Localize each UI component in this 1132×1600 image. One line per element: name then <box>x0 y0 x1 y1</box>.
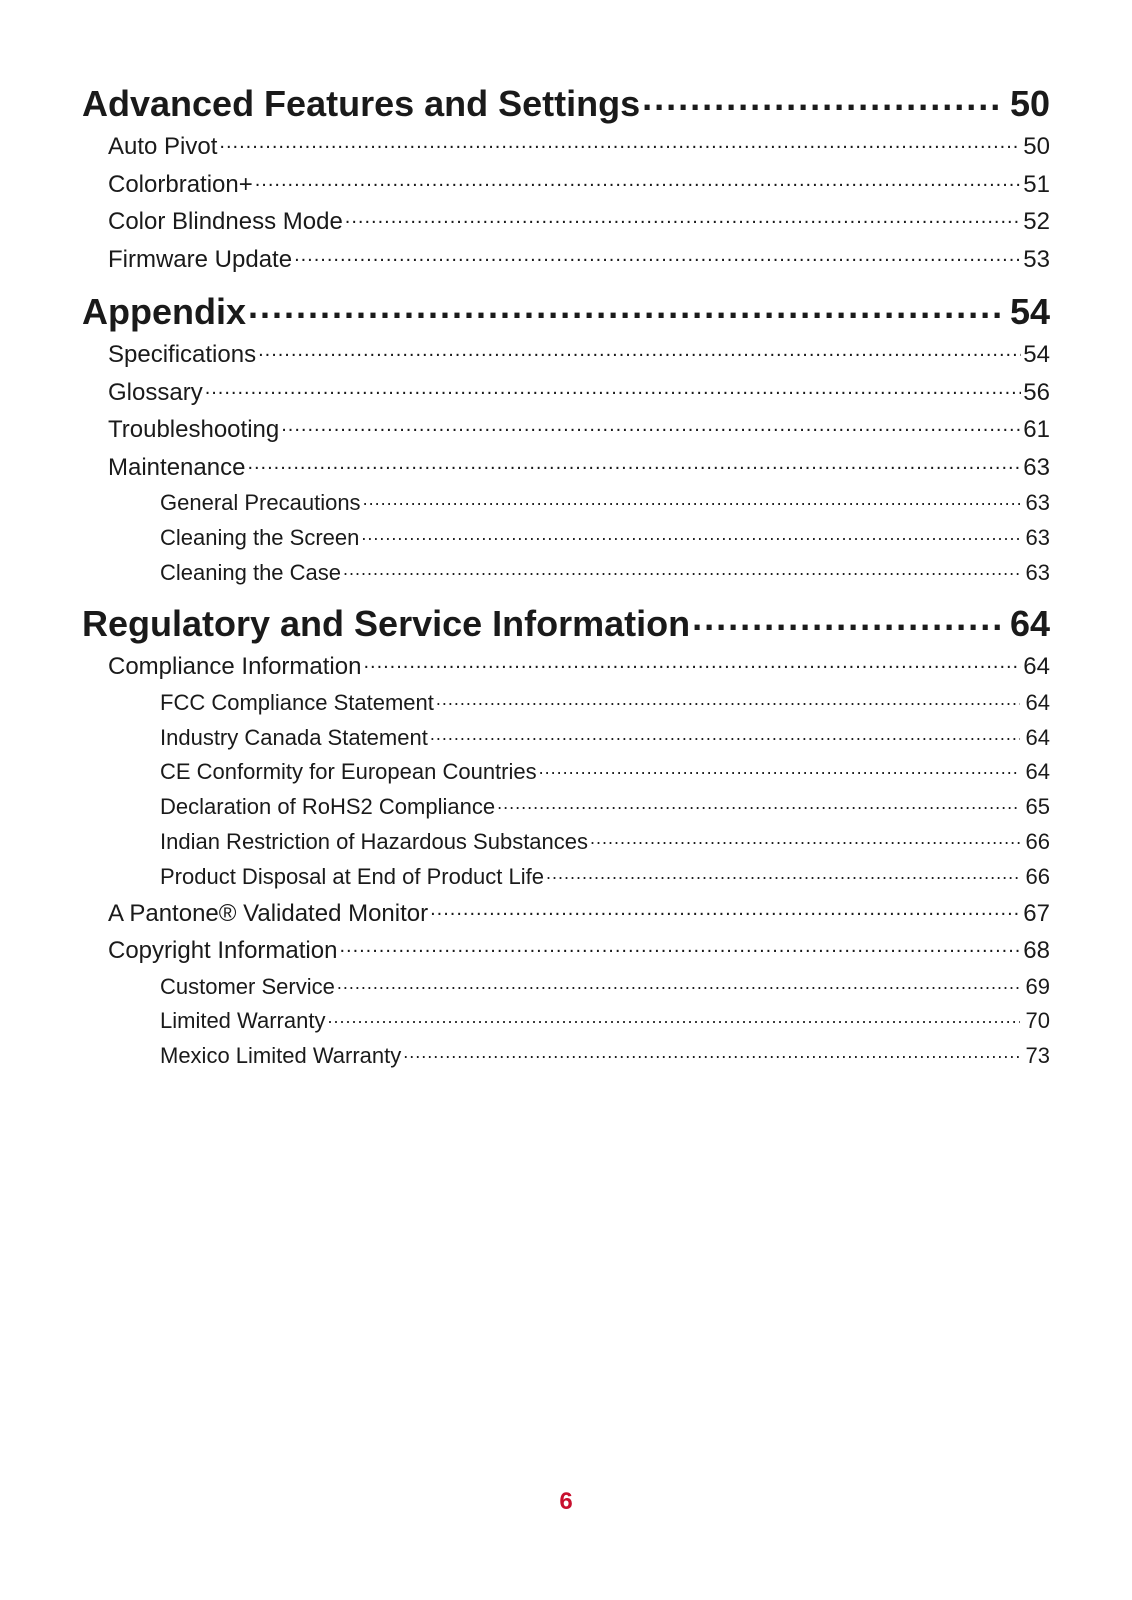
toc-subitem-title: FCC Compliance Statement <box>160 689 434 715</box>
toc-subitem-indian-restriction[interactable] <box>82 825 1050 860</box>
toc-subitem-title: Product Disposal at End of Product Life <box>160 863 544 889</box>
toc-subitem-limited-warranty[interactable] <box>82 1004 1050 1039</box>
toc-subitem-general-precautions[interactable] <box>82 486 1050 521</box>
toc-subitem-mexico-limited-warranty[interactable] <box>82 1039 1050 1074</box>
toc-item-maintenance[interactable] <box>82 449 1050 487</box>
toc-page-number: 66 <box>1025 863 1050 889</box>
toc-page-number: 69 <box>1025 973 1050 999</box>
page-number: 6 <box>559 1488 573 1515</box>
toc-item-color-blindness-mode[interactable] <box>82 203 1050 241</box>
toc-page-number: 68 <box>1023 937 1050 965</box>
toc-subitem-title: Industry Canada Statement <box>160 724 428 750</box>
toc-item-pantone-validated[interactable] <box>82 895 1050 933</box>
toc-subitem-cleaning-the-screen[interactable] <box>82 521 1050 556</box>
toc-page-number: 63 <box>1025 490 1050 515</box>
toc-page-number: 61 <box>1023 416 1050 443</box>
dot-leader <box>339 934 1021 958</box>
toc-item-firmware-update[interactable] <box>82 241 1050 279</box>
toc-page-number: 56 <box>1023 378 1050 406</box>
dot-leader <box>642 80 1000 116</box>
toc-subitem-title: Declaration of RoHS2 Compliance <box>160 794 496 820</box>
dot-leader <box>539 757 1020 779</box>
dot-leader <box>361 523 1019 545</box>
toc-page-number: 63 <box>1025 524 1050 550</box>
toc-page-number: 64 <box>1023 653 1050 681</box>
dot-leader <box>430 723 1020 745</box>
toc-page-number: 63 <box>1025 559 1050 585</box>
dot-leader <box>363 488 1020 510</box>
toc-item-compliance-information[interactable] <box>82 648 1050 686</box>
toc-page-number: 63 <box>1023 453 1050 481</box>
toc-item-title: Color Blindness Mode <box>108 208 343 235</box>
dot-leader <box>403 1041 1019 1063</box>
toc-page-number: 67 <box>1023 899 1050 927</box>
dot-leader <box>692 600 1000 636</box>
toc-subitem-product-disposal[interactable] <box>82 860 1050 895</box>
toc-page-number: 54 <box>1023 341 1050 368</box>
toc-item-title: A Pantone® Validated Monitor <box>108 899 429 927</box>
dot-leader <box>337 972 1020 994</box>
section-spacer <box>82 278 1050 284</box>
dot-leader <box>430 897 1021 921</box>
toc-subitem-title: Cleaning the Case <box>160 559 342 585</box>
toc-page-number: 66 <box>1025 829 1050 855</box>
dot-leader <box>497 792 1019 814</box>
dot-leader <box>294 243 1021 267</box>
dot-leader <box>345 205 1022 229</box>
toc-page-number: 65 <box>1025 794 1050 820</box>
toc-item-copyright-information[interactable] <box>82 932 1050 970</box>
toc-subitem-ce-conformity[interactable] <box>82 755 1050 790</box>
toc-subitem-cleaning-the-case[interactable] <box>82 556 1050 591</box>
toc-subitem-title: General Precautions <box>160 490 361 515</box>
toc-page-number: 50 <box>1009 83 1050 124</box>
toc-page-number: 64 <box>1009 603 1050 645</box>
toc-item-title: Maintenance <box>108 453 246 481</box>
toc-item-title: Firmware Update <box>108 245 293 273</box>
toc-item-colorbration[interactable] <box>82 166 1050 204</box>
toc-item-specifications[interactable] <box>82 336 1050 374</box>
toc-item-title: Colorbration+ <box>108 170 253 198</box>
toc-item-title: Compliance Information <box>108 653 362 681</box>
toc-page-number: 64 <box>1025 724 1050 750</box>
dot-leader <box>281 413 1021 437</box>
dot-leader <box>219 130 1021 154</box>
toc-item-title: Glossary <box>108 378 203 406</box>
toc-subitem-rohs2[interactable] <box>82 790 1050 825</box>
dot-leader <box>247 451 1021 475</box>
toc-subitem-title: Cleaning the Screen <box>160 524 360 550</box>
toc-section-title: Advanced Features and Settings <box>82 83 641 124</box>
dot-leader <box>255 168 1022 192</box>
toc-page-number: 73 <box>1025 1043 1050 1069</box>
toc-item-title: Specifications <box>108 341 257 368</box>
dot-leader <box>436 688 1020 710</box>
dot-leader <box>546 862 1020 884</box>
toc-section-title: Appendix <box>82 291 247 332</box>
dot-leader <box>363 650 1021 674</box>
table-of-contents <box>82 76 1050 1074</box>
dot-leader <box>258 338 1021 362</box>
toc-page-number: 64 <box>1025 689 1050 715</box>
toc-page-number: 54 <box>1009 291 1050 332</box>
toc-subitem-title: CE Conformity for European Countries <box>160 759 537 785</box>
toc-subitem-fcc-compliance[interactable] <box>82 686 1050 721</box>
dot-leader <box>590 827 1020 849</box>
toc-subitem-title: Indian Restriction of Hazardous Substances <box>160 829 589 855</box>
toc-item-title: Copyright Information <box>108 937 338 965</box>
toc-section-appendix[interactable] <box>82 288 1050 336</box>
toc-item-title: Troubleshooting <box>108 416 280 443</box>
dot-leader <box>248 288 1000 324</box>
dot-leader <box>327 1006 1019 1028</box>
toc-subitem-industry-canada[interactable] <box>82 721 1050 756</box>
toc-page-number: 70 <box>1025 1008 1050 1034</box>
toc-page-number: 64 <box>1025 759 1050 785</box>
toc-page-number: 53 <box>1023 245 1050 273</box>
toc-item-auto-pivot[interactable] <box>82 128 1050 166</box>
toc-item-glossary[interactable] <box>82 374 1050 412</box>
toc-section-advanced-features[interactable] <box>82 80 1050 128</box>
section-spacer <box>82 590 1050 596</box>
toc-subitem-title: Mexico Limited Warranty <box>160 1043 402 1069</box>
toc-page-number: 51 <box>1023 170 1050 198</box>
toc-subitem-customer-service[interactable] <box>82 970 1050 1005</box>
toc-subitem-title: Limited Warranty <box>160 1008 326 1034</box>
toc-page-number: 52 <box>1023 208 1050 235</box>
toc-subitem-title: Customer Service <box>160 973 335 999</box>
toc-item-title: Auto Pivot <box>108 133 218 160</box>
dot-leader <box>205 376 1022 400</box>
toc-section-regulatory-service[interactable] <box>82 600 1050 648</box>
toc-item-troubleshooting[interactable] <box>82 411 1050 449</box>
toc-page-number: 50 <box>1023 133 1050 160</box>
dot-leader <box>343 558 1020 580</box>
toc-section-title: Regulatory and Service Information <box>82 603 691 645</box>
